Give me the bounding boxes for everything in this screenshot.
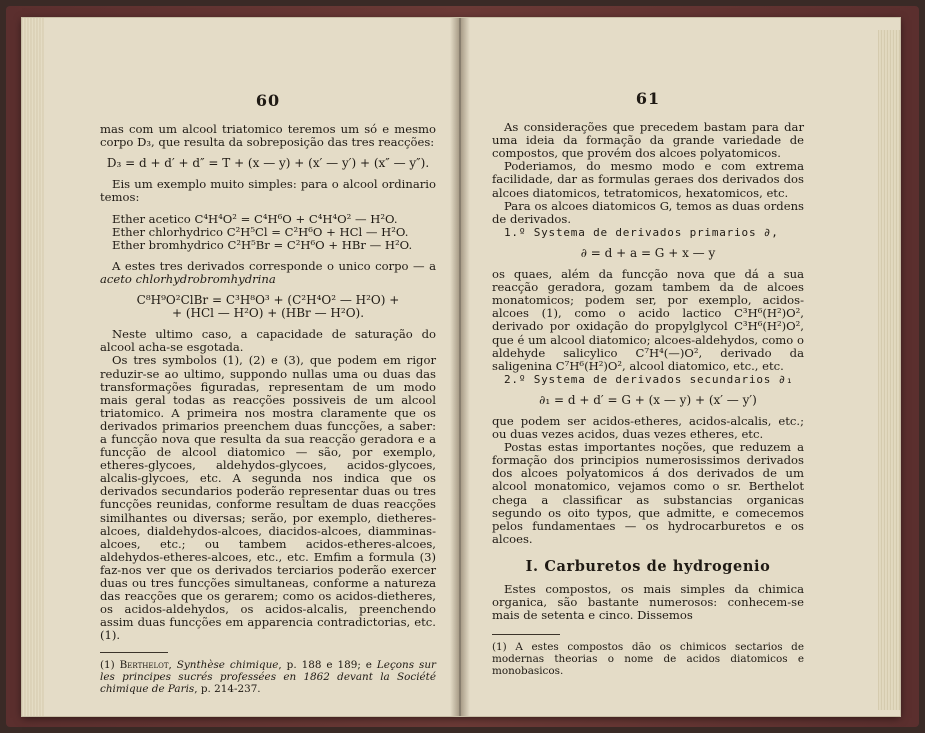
right-page [492,30,804,677]
formula-secondary: ∂₁ = d + d′ = G + (x — y) + (x′ — y′) [539,392,757,407]
footnote-author: (1) Berthelot, [100,659,177,672]
paragraph: os quaes, além da funcção nova que dá a sua reacção geradora, gozam tambem da de alcoes monatomicos; podem ser, por exemplo, acidos-alcoes (1), como o acido lactico C³H⁶(H²)O², derivado por oxidação do propylglycol C³H⁶(H²)O², que é um alcool diatomico; alcoes-aldehydos, como o aldehyde salicylico C⁷H⁴(—)O², derivado da saligenina C⁷H⁶(H²)O², alcool diatomico, etc., etc. [492,267,804,373]
left-page [100,30,436,695]
book-gutter [450,18,470,716]
formula-compound [100,294,436,320]
paragraph: As considerações que precedem bastam para dar uma ideia da formação da grande variedade de compostos, que provém dos alcoes polyatomicos. [492,120,804,161]
paragraph: Poderiamos, do mesmo modo e com extrema facilidade, dar as formulas geraes dos derivados dos alcoes diatomicos, tetratomicos, hexatomicos, etc. [492,159,804,200]
formula-line: C⁸H⁹O²ClBr = C³H⁸O³ + (C²H⁴O² — H²O) + [136,293,400,308]
footnote-text: , p. 188 e 189; e [278,659,377,672]
ether-list [112,213,436,252]
compound-name: aceto chlorhydrobromhydrina [100,271,276,286]
system-heading: 2.º Systema de derivados secundarios ∂₁ [504,372,794,386]
paragraph [100,260,436,286]
paragraph: mas com um alcool triatomico teremos um só e mesmo corpo D₃, que resulta da sobreposição das tres reacções: [100,122,436,150]
footnote-text: , p. 214-237. [194,683,261,696]
footnote-work: Leçons sur les principes sucrés professées en 1862 devant la Société chimique de Paris [100,659,436,696]
paragraph: Eis um exemplo muito simples: para o alcool ordinario temos: [100,177,436,205]
formula-d3: D₃ = d + d′ + d″ = T + (x — y) + (x′ — y′) + (x″ — y″). [106,156,430,171]
footnote-rule [100,652,168,653]
ether-chlorhydrico: Ether chlorhydrico C²H⁵Cl = C²H⁶O + HCl — H²O. [112,224,409,239]
paragraph: Estes compostos, os mais simples da chimica organica, são bastante numerosos: conhecem-se mais de setenta e cinco. Dissemos [492,582,804,623]
page-number-right: 61 [635,89,661,108]
page-number-left: 60 [255,91,281,110]
section-title: I. Carburetos de hydrogenio [525,557,771,575]
paragraph: Para os alcoes diatomicos G, temos as duas ordens de derivados. [492,198,804,226]
paragraph: Os tres symbolos (1), (2) e (3), que podem em rigor reduzir-se ao ultimo, suppondo nullas uma ou duas das transformações figuradas, representam de um modo mais geral todas as reacções possiveis de um alcool triatomico. A primeira nos mostra claramente que os derivados primarios preenchem duas funcções, a saber: a funcção nova que resulta da sua reacção geradora e a funcção de alcool diatomico — são, por exemplo, etheres-glycoes, aldehydos-glycoes, acidos-glycoes, alcalis-glycoes, etc. A segunda nos indica que os derivados secundarios poderão representar duas ou tres funcções reunidas, conforme resultam de duas reacções similhantes ou diversas; serão, por exemplo, dietheres-alcoes, dialdehydos-alcoes, diacidos-alcoes, diamminas-alcoes, etc.; ou tambem acidos-etheres-alcoes, aldehydos-etheres-alcoes, etc., etc. Emfim a formula (3) faz-nos ver que os derivados terciarios poderão exercer duas ou tres funcções simultaneas, conforme a natureza das reacções que os gerarem; como os acidos-dietheres, os acidos-aldehydos, os acidos-alcalis, preenchendo assim duas funcções em apparencia contradictorias, etc. (1). [100,353,436,643]
paragraph: Neste ultimo caso, a capacidade de saturação do alcool acha-se esgotada. [100,327,436,355]
formula-primary: ∂ = d + a = G + x — y [580,245,716,260]
footnote [100,659,436,695]
system-heading: 1.º Systema de derivados primarios ∂, [504,225,779,239]
page-edges-left [22,18,44,716]
ether-acetico: Ether acetico C⁴H⁴O² = C⁴H⁶O + C⁴H⁴O² — H²O. [112,211,398,226]
paragraph-text: A estes tres derivados corresponde o unico corpo — a [112,258,436,273]
formula-line: + (HCl — H²O) + (HBr — H²O). [171,306,365,321]
footnote: (1) A estes compostos dão os chimicos sectarios de modernas theorias o nome de acidos diatomicos e monobasicos. [492,641,804,678]
paragraph: que podem ser acidos-etheres, acidos-alcalis, etc.; ou duas vezes acidos, duas vezes etheres, etc. [492,413,804,442]
footnote-rule [492,634,560,635]
ether-bromhydrico: Ether bromhydrico C²H⁵Br = C²H⁶O + HBr — H²O. [112,237,413,252]
footnote-work: Synthèse chimique [176,659,279,672]
page-edges-right [878,30,900,710]
paragraph: Postas estas importantes noções, que reduzem a formação dos principios numerosissimos derivados dos alcoes polyatomicos á dos derivados de um alcool monatomico, vejamos como o sr. Berthelot chega a classificar as substancias organicas segundo os oito typos, que admitte, e comecemos pelos fundamentaes — os hydrocarburetos e os alcoes. [492,440,804,546]
